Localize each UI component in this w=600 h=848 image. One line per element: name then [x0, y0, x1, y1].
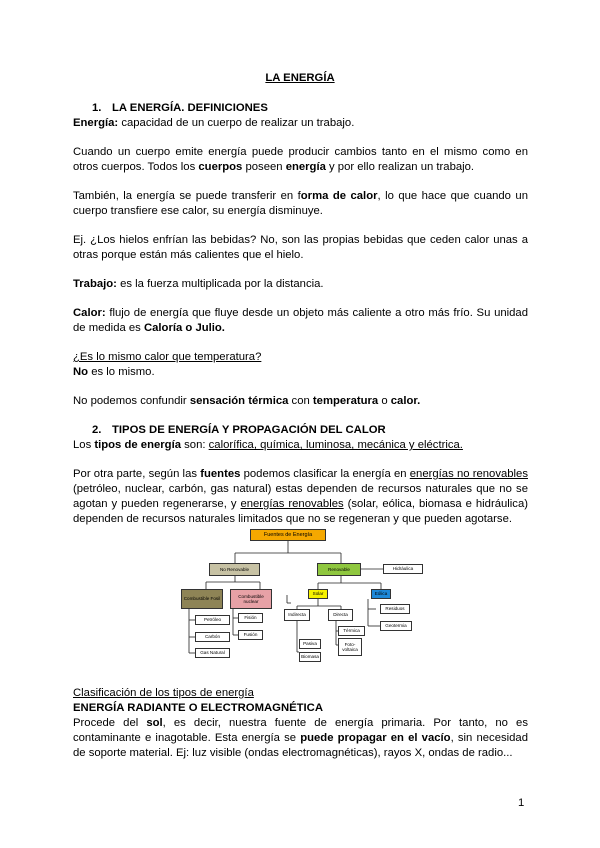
bold-propagar-vacio: puede propagar en el vacío — [300, 732, 451, 744]
node-residuos: Residuos — [380, 604, 410, 614]
node-fision: Fisión — [238, 613, 263, 623]
node-eolica: Eólica — [371, 589, 391, 599]
bold-forma-de-calor: orma de calor — [300, 190, 378, 202]
node-combustible-fosil: Combustible Fosil — [181, 589, 223, 609]
underlined-no-renovables: energías no renovables — [409, 468, 528, 480]
section-2-number: 2. — [92, 424, 102, 436]
node-combustible-nuclear: Combustible nuclear — [230, 589, 272, 609]
section-2-title: TIPOS DE ENERGÍA Y PROPAGACIÓN DEL CALOR — [112, 424, 386, 436]
answer-no — [73, 365, 528, 380]
question-calor-temperatura: ¿Es lo mismo calor que temperatura? — [73, 351, 262, 363]
node-solar: Solar — [308, 589, 328, 599]
section-1-title: LA ENERGÍA. DEFINICIONES — [112, 102, 268, 114]
underlined-renovables: energías renovables — [240, 498, 344, 510]
text-span: Por otra parte, según las — [73, 468, 201, 480]
bold-energia: energía — [285, 161, 326, 173]
text-calor: flujo de energía que fluye desde un objeto más caliente a otro más frío. Su unidad de medida es — [73, 307, 528, 334]
energy-sources-diagram — [173, 527, 435, 663]
paragraph-confundir — [73, 394, 528, 409]
paragraph-hielos: Ej. ¿Los hielos enfrían las bebidas? No, son las propias bebidas que ceden calor unas a otras porque están más calientes que el hielo. — [73, 234, 528, 261]
node-carbon: Carbón — [195, 632, 230, 642]
definition-trabajo — [73, 277, 528, 292]
section-1-heading — [92, 101, 547, 116]
node-termica: Térmica — [338, 626, 365, 636]
text-span: o — [378, 395, 391, 407]
section-1-number: 1. — [92, 102, 102, 114]
underlined-tipos-list: calorífica, química, luminosa, mecánica y eléctrica. — [208, 439, 463, 451]
paragraph-tipos — [73, 438, 528, 453]
paragraph-cuerpos — [73, 145, 528, 175]
clasificacion-heading: Clasificación de los tipos de energía — [73, 687, 254, 699]
node-fotovoltaica: Foto-voltaica — [338, 638, 362, 656]
node-fusion: Fusión — [238, 630, 263, 640]
document-title: LA ENERGÍA — [265, 72, 335, 84]
text-span: y por ello realizan un trabajo. — [325, 161, 475, 173]
text-span: , es decir, nuestra fuente de energía primaria. Por tanto, no es contaminante e inagotable. Esta energía se — [73, 717, 528, 744]
bold-tipos-de-energia: tipos de energía — [94, 439, 181, 451]
bold-no: No — [73, 366, 89, 378]
paragraph-radiante — [73, 716, 528, 761]
text-span: También, la energía se puede transferir en f — [73, 190, 301, 202]
text-span: (solar, eólica, biomasa e hidráulica) dependen de recursos naturales limitados que no se regeneran y que pueden agotarse. — [73, 498, 528, 525]
text-span: son: — [181, 439, 209, 451]
page-number: 1 — [518, 797, 525, 809]
node-hidraulica: Hidráulica — [383, 564, 423, 574]
text-span: No podemos confundir — [73, 395, 190, 407]
bold-calor: calor. — [390, 395, 421, 407]
term-trabajo: Trabajo: — [73, 278, 117, 290]
paragraph-transferir — [73, 189, 528, 219]
text-span: Procede del — [73, 717, 147, 729]
bold-sensacion-termica: sensación térmica — [189, 395, 289, 407]
node-directa: Directa — [328, 609, 353, 621]
text-span: podemos clasificar la energía en — [240, 468, 410, 480]
text-span: Cuando un cuerpo emite energía puede producir cambios tanto en el mismo como en otros cuerpos. Todos los — [73, 146, 528, 173]
node-fuentes-de-energia: Fuentes de Energía — [250, 529, 326, 541]
node-gas-natural: Gas Natural — [195, 648, 230, 658]
term-energia: Energía: — [73, 117, 119, 129]
term-calor: Calor: — [73, 307, 106, 319]
bold-sol: sol — [146, 717, 163, 729]
section-2-heading — [92, 423, 547, 438]
node-biomasa-2: Biomasa — [299, 652, 321, 662]
text-span: (petróleo, nuclear, carbón, gas natural) estas dependen de recursos naturales que no se agotan y pueden regenerarse, y — [73, 483, 528, 510]
definition-calor — [73, 306, 528, 336]
text-span: , sin necesidad de soporte material. Ej: luz visible (ondas electromagnéticas), rayos X, ondas de radio... — [73, 732, 528, 759]
node-geotermia: Geotermia — [380, 621, 412, 631]
radiante-heading: ENERGÍA RADIANTE O ELECTROMAGNÉTICA — [73, 702, 323, 714]
bold-cuerpos: cuerpos — [198, 161, 243, 173]
node-petroleo: Petróleo — [195, 615, 230, 625]
text-energia: capacidad de un cuerpo de realizar un trabajo. — [118, 117, 355, 129]
text-span: es lo mismo. — [88, 366, 155, 378]
text-span: con — [288, 395, 313, 407]
bold-temperatura: temperatura — [312, 395, 379, 407]
definition-energia — [73, 116, 528, 131]
node-pasiva: Pasiva — [299, 639, 321, 649]
text-span: Los — [73, 439, 95, 451]
text-trabajo: es la fuerza multiplicada por la distancia. — [116, 278, 324, 290]
bold-units: Caloría o Julio. — [143, 322, 225, 334]
text-span: poseen — [242, 161, 286, 173]
bold-fuentes: fuentes — [200, 468, 241, 480]
node-renovable: Renovable — [317, 563, 361, 576]
text-span: , lo que hace que cuando un cuerpo transfiere ese calor, su energía disminuye. — [73, 190, 528, 217]
paragraph-fuentes — [73, 467, 528, 527]
node-indirecta: Indirecta — [284, 609, 310, 621]
node-no-renovable: No Renovable — [209, 563, 260, 576]
